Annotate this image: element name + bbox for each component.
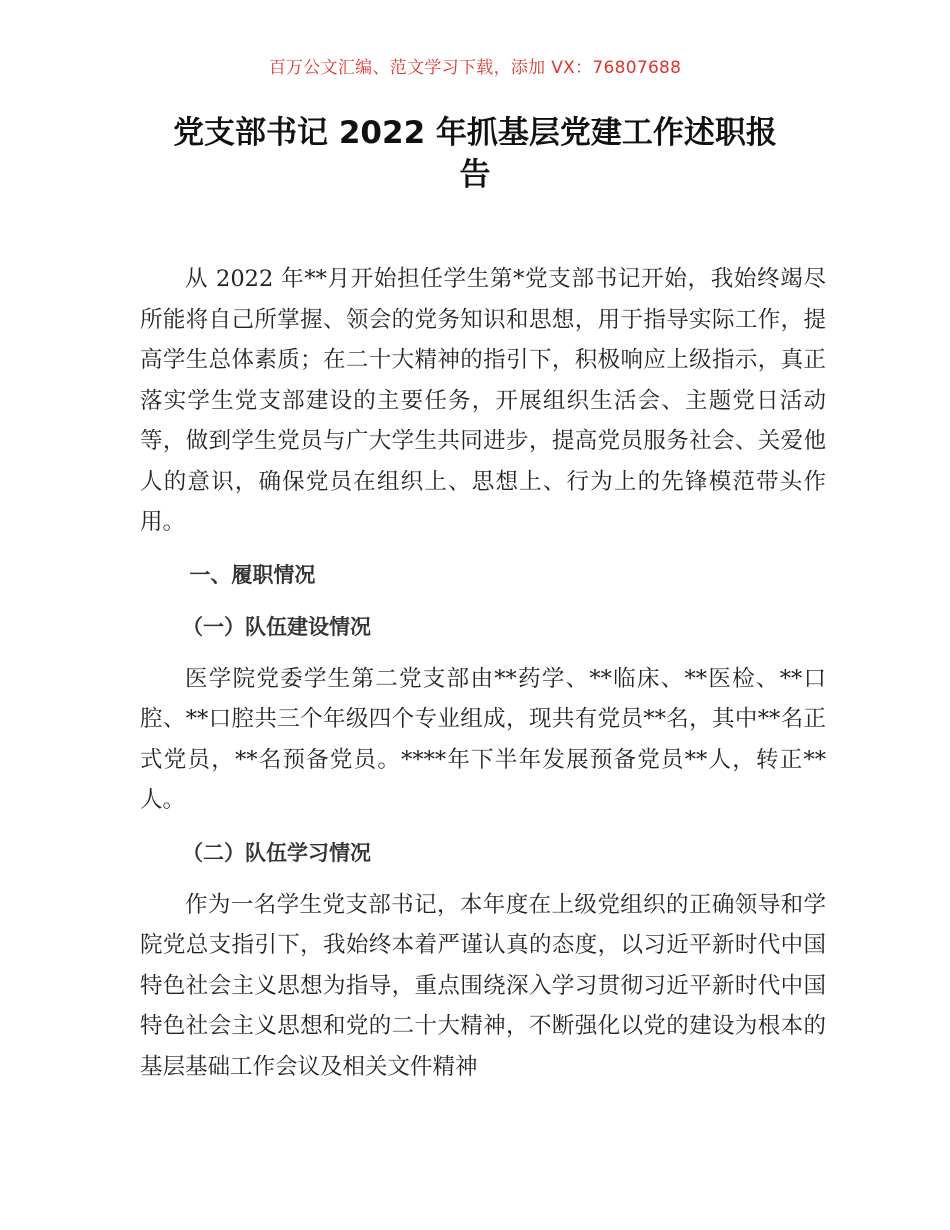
title-line-1: 党支部书记 2022 年抓基层党建工作述职报 [173, 115, 777, 151]
subsection-heading-team-building: （一）队伍建设情况 [182, 614, 371, 639]
section-heading-performance: 一、履职情况 [189, 562, 316, 587]
title-line-2: 告 [459, 157, 491, 193]
intro-paragraph: 从 2022 年**月开始担任学生第*党支部书记开始，我始终竭尽所能将自己所掌握、领会的党务知识和思想，用于指导实际工作，提高学生总体素质；在二十大精神的指引下，积极响应上级指示，真正落实学生党支部建设的主要任务，开展组织生活会、主题党日活动等，做到学生党员与广大学生共同进步，提高党员服务社会、关爱他人的意识，确保党员在组织上、思想上、行为上的先锋模范带头作用。 [140, 266, 826, 535]
team-study-paragraph: 作为一名学生党支部书记，本年度在上级党组织的正确领导和学院党总支指引下，我始终本着严谨认真的态度，以习近平新时代中国特色社会主义思想为指导，重点围绕深入学习贯彻习近平新时代中国特色社会主义思想和党的二十大精神，不断强化以党的建设为根本的基层基础工作会议及相关文件精神 [140, 891, 826, 1080]
watermark-header: 百万公文汇编、范文学习下载，添加 VX：76807688 [268, 58, 682, 78]
team-building-paragraph: 医学院党委学生第二党支部由**药学、**临床、**医检、**口腔、**口腔共三个年级四个专业组成，现共有党员**名，其中**名正式党员，**名预备党员。****年下半年发展预备党员**人，转正**人。 [140, 665, 826, 813]
subsection-heading-team-study: （二）队伍学习情况 [182, 840, 371, 865]
document-title [120, 112, 830, 196]
document-body [140, 259, 826, 1087]
